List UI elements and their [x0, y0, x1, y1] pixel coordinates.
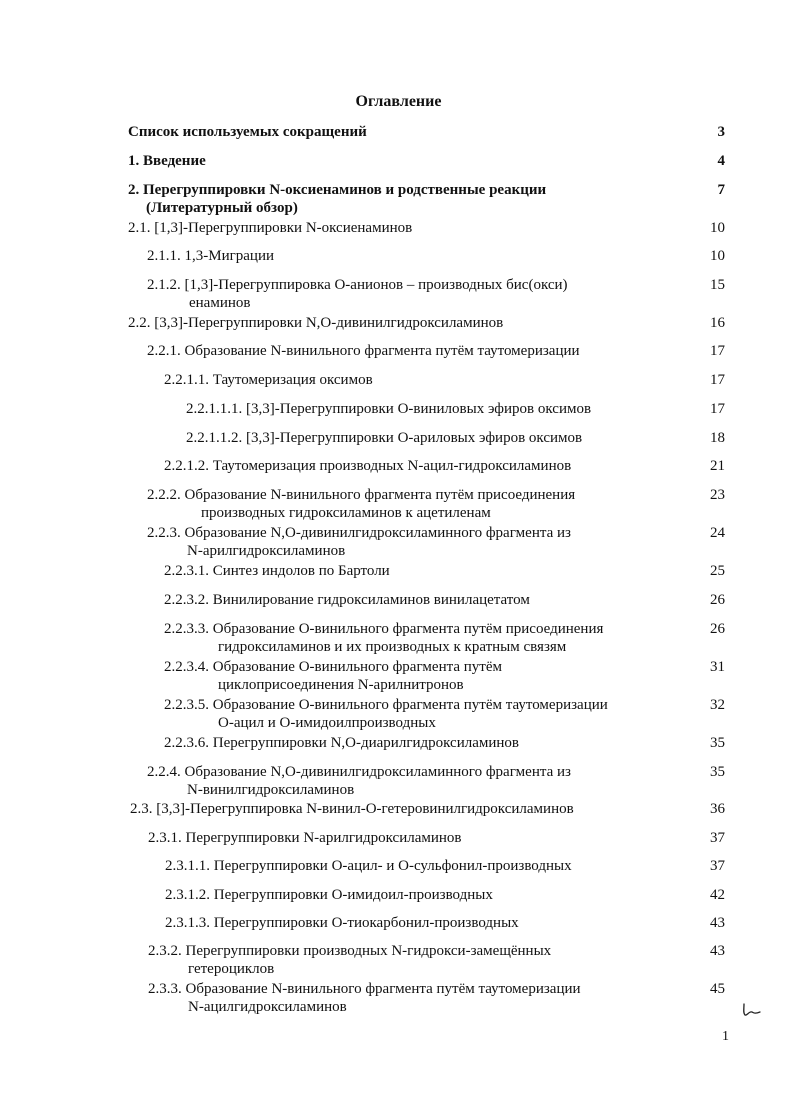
toc-entry-text: 2.3.1.2. Перегруппировки O-имидоил-производных [165, 887, 493, 903]
toc-entry[interactable] [147, 342, 580, 360]
toc-entry-page: 3 [717, 124, 725, 140]
toc-entry-continuation: N-арилгидроксиламинов [187, 543, 346, 559]
handwritten-signature-mark [741, 1003, 763, 1017]
toc-entry-page: 10 [710, 248, 725, 264]
page-number: 1 [722, 1029, 729, 1044]
toc-entry[interactable] [164, 457, 571, 475]
toc-entry-page: 17 [710, 372, 725, 388]
toc-entry-text: 2.2.2. Образование N-винильного фрагмента путём присоединения [147, 487, 576, 503]
toc-entry-continuation: N-ацилгидроксиламинов [188, 999, 347, 1015]
toc-entry-page: 26 [710, 621, 725, 637]
toc-entry[interactable] [147, 486, 575, 522]
toc-entry-text: 2.2.1.2. Таутомеризация производных N-ацил-гидроксиламинов [164, 458, 572, 474]
toc-entry-page: 25 [710, 563, 725, 579]
toc-entry-text: 2.2. [3,3]-Перегруппировки N,O-дивинилгидроксиламинов [128, 315, 504, 331]
toc-entry-text: 2.2.3.5. Образование O-винильного фрагмента путём таутомеризации [164, 697, 608, 713]
toc-entry-text: 2.3.1. Перегруппировки N-арилгидроксиламинов [148, 830, 462, 846]
toc-entry-text: 2.2.3.4. Образование O-винильного фрагмента путём [164, 659, 502, 675]
toc-entry[interactable] [186, 400, 591, 418]
toc-entry-page: 10 [710, 220, 725, 236]
toc-entry[interactable] [164, 371, 373, 389]
toc-entry-text: 2.3. [3,3]-Перегруппировка N-винил-O-гетеровинилгидроксиламинов [130, 801, 574, 817]
toc-entry-text: 1. Введение [128, 153, 206, 169]
toc-entry[interactable] [164, 620, 603, 656]
toc-entry[interactable] [147, 247, 274, 265]
toc-entry-text: 2.1.2. [1,3]-Перегруппировка O-анионов – производных бис(окси) [147, 277, 568, 293]
toc-entry[interactable] [128, 181, 546, 217]
toc-entry-page: 35 [710, 735, 725, 751]
toc-entry-continuation: циклоприсоединения N-арилнитронов [218, 677, 464, 693]
toc-entry-page: 43 [710, 915, 725, 931]
toc-entry-continuation: производных гидроксиламинов к ацетиленам [201, 505, 491, 521]
toc-entry[interactable] [164, 591, 530, 609]
toc-entry-text: 2.3.3. Образование N-винильного фрагмента путём таутомеризации [148, 981, 581, 997]
toc-entry-page: 26 [710, 592, 725, 608]
toc-entry[interactable] [164, 562, 390, 580]
toc-entry-page: 32 [710, 697, 725, 713]
toc-entry[interactable] [165, 857, 572, 875]
toc-entry-text: 2.2.1.1.1. [3,3]-Перегруппировки O-виниловых эфиров оксимов [186, 401, 592, 417]
toc-entry-page: 43 [710, 943, 725, 959]
toc-entry-text: Список используемых сокращений [128, 124, 367, 140]
toc-entry[interactable] [186, 429, 582, 447]
toc-entry-text: 2.3.2. Перегруппировки производных N-гидрокси-замещённых [148, 943, 552, 959]
toc-entry[interactable] [164, 734, 519, 752]
toc-entry-page: 35 [710, 764, 725, 780]
toc-entry[interactable] [164, 696, 608, 732]
toc-entry-page: 23 [710, 487, 725, 503]
toc-entry-text: 2.2.1.1. Таутомеризация оксимов [164, 372, 373, 388]
toc-entry-continuation: гидроксиламинов и их производных к кратным связям [218, 639, 567, 655]
toc-entry-text: 2.2.1.1.2. [3,3]-Перегруппировки O-ариловых эфиров оксимов [186, 430, 583, 446]
toc-entry[interactable] [128, 123, 367, 141]
page-title: Оглавление [355, 93, 442, 110]
toc-entry-text: 2.2.3.1. Синтез индолов по Бартоли [164, 563, 390, 579]
toc-entry-page: 24 [710, 525, 725, 541]
toc-entry-text: 2.2.3. Образование N,O-дивинилгидроксиламинного фрагмента из [147, 525, 571, 541]
toc-entry-page: 36 [710, 801, 725, 817]
toc-entry-continuation: N-винилгидроксиламинов [187, 782, 355, 798]
toc-entry[interactable] [148, 942, 551, 978]
toc-entry-text: 2.2.3.3. Образование O-винильного фрагмента путём присоединения [164, 621, 604, 637]
toc-entry-page: 16 [710, 315, 725, 331]
toc-entry-page: 17 [710, 401, 725, 417]
toc-entry[interactable] [165, 886, 493, 904]
toc-entry-page: 7 [717, 182, 725, 198]
toc-entry-text: 2. Перегруппировки N-оксиенаминов и родственные реакции [128, 182, 547, 198]
toc-entry-page: 31 [710, 659, 725, 675]
toc-entry-page: 21 [710, 458, 725, 474]
toc-entry-continuation: енаминов [189, 295, 251, 311]
toc-entry[interactable] [128, 314, 503, 332]
toc-entry-text: 2.1.1. 1,3-Миграции [147, 248, 275, 264]
toc-entry[interactable] [164, 658, 502, 694]
toc-entry-text: 2.2.1. Образование N-винильного фрагмента путём таутомеризации [147, 343, 580, 359]
toc-entry[interactable] [128, 219, 412, 237]
toc-entry-text: 2.2.3.6. Перегруппировки N,O-диарилгидроксиламинов [164, 735, 520, 751]
toc-entry[interactable] [130, 800, 574, 818]
toc-entry-continuation: (Литературный обзор) [146, 200, 298, 216]
toc-entry-page: 18 [710, 430, 725, 446]
toc-entry[interactable] [128, 152, 206, 170]
toc-entry-page: 45 [710, 981, 725, 997]
toc-entry[interactable] [147, 763, 571, 799]
toc-entry[interactable] [165, 914, 519, 932]
toc-entry-continuation: гетероциклов [188, 961, 275, 977]
toc-entry-page: 37 [710, 858, 725, 874]
toc-entry-page: 17 [710, 343, 725, 359]
toc-entry-text: 2.2.3.2. Винилирование гидроксиламинов винилацетатом [164, 592, 530, 608]
toc-entry-page: 4 [717, 153, 725, 169]
toc-entry[interactable] [148, 980, 581, 1016]
toc-entry-continuation: O-ацил и O-имидоилпроизводных [218, 715, 436, 731]
toc-entry-page: 37 [710, 830, 725, 846]
toc-entry[interactable] [147, 524, 571, 560]
toc-entry-text: 2.1. [1,3]-Перегруппировки N-оксиенаминов [128, 220, 413, 236]
toc-entry-text: 2.2.4. Образование N,O-дивинилгидроксиламинного фрагмента из [147, 764, 571, 780]
toc-entry-text: 2.3.1.1. Перегруппировки O-ацил- и O-сульфонил-производных [165, 858, 572, 874]
toc-entry[interactable] [147, 276, 568, 312]
toc-entry-page: 42 [710, 887, 725, 903]
toc-entry-page: 15 [710, 277, 725, 293]
toc-entry-text: 2.3.1.3. Перегруппировки O-тиокарбонил-производных [165, 915, 519, 931]
toc-entry[interactable] [148, 829, 462, 847]
